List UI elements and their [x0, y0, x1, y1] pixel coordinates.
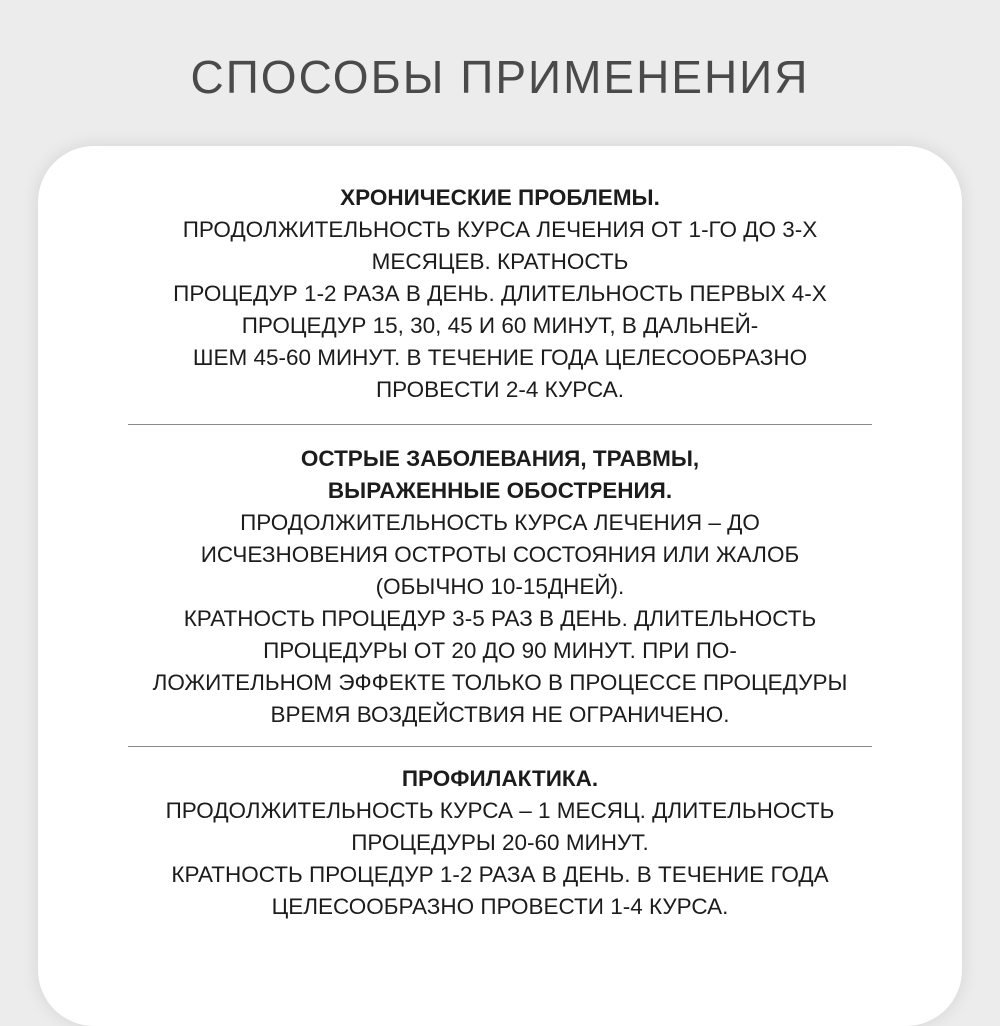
section-text-line: ШЕМ 45-60 МИНУТ. В ТЕЧЕНИЕ ГОДА ЦЕЛЕСООБРАЗНО [192, 345, 808, 370]
section-prevention [38, 763, 962, 923]
section-heading: ОСТРЫЕ ЗАБОЛЕВАНИЯ, ТРАВМЫ, [300, 446, 700, 471]
divider [128, 424, 872, 425]
section-text-line: ПРОДОЛЖИТЕЛЬНОСТЬ КУРСА ЛЕЧЕНИЯ – ДО [240, 510, 760, 535]
section-heading: ХРОНИЧЕСКИЕ ПРОБЛЕМЫ. [340, 185, 660, 210]
section-text-line: ЛОЖИТЕЛЬНОМ ЭФФЕКТЕ ТОЛЬКО В ПРОЦЕССЕ ПРОЦЕДУРЫ [152, 670, 848, 695]
section-heading: ПРОФИЛАКТИКА. [401, 766, 599, 791]
section-text-line: КРАТНОСТЬ ПРОЦЕДУР 3-5 РАЗ В ДЕНЬ. ДЛИТЕЛЬНОСТЬ [183, 606, 817, 631]
section-text-line: ПРОЦЕДУРЫ ОТ 20 ДО 90 МИНУТ. ПРИ ПО- [263, 638, 737, 663]
section-text-line: МЕСЯЦЕВ. КРАТНОСТЬ [371, 249, 629, 274]
section-text-line: ВРЕМЯ ВОЗДЕЙСТВИЯ НЕ ОГРАНИЧЕНО. [270, 702, 730, 727]
section-text-line: КРАТНОСТЬ ПРОЦЕДУР 1-2 РАЗА В ДЕНЬ. В ТЕЧЕНИЕ ГОДА [171, 862, 829, 887]
info-card [38, 146, 962, 1026]
section-text-line: ПРОЦЕДУР 15, 30, 45 И 60 МИНУТ, В ДАЛЬНЕЙ- [241, 313, 759, 338]
section-text-line: ИСЧЕЗНОВЕНИЯ ОСТРОТЫ СОСТОЯНИЯ ИЛИ ЖАЛОБ [200, 542, 800, 567]
section-text-line: ПРОЦЕДУР 1-2 РАЗА В ДЕНЬ. ДЛИТЕЛЬНОСТЬ ПЕРВЫХ 4-Х [173, 281, 827, 306]
section-text-line: ПРОДОЛЖИТЕЛЬНОСТЬ КУРСА – 1 МЕСЯЦ. ДЛИТЕЛЬНОСТЬ [165, 798, 835, 823]
section-text-line: ЦЕЛЕСООБРАЗНО ПРОВЕСТИ 1-4 КУРСА. [271, 894, 729, 919]
section-text-line: ПРОДОЛЖИТЕЛЬНОСТЬ КУРСА ЛЕЧЕНИЯ ОТ 1-ГО ДО 3-Х [182, 217, 818, 242]
section-text-line: ПРОВЕСТИ 2-4 КУРСА. [375, 377, 625, 402]
section-heading: ВЫРАЖЕННЫЕ ОБОСТРЕНИЯ. [327, 478, 673, 503]
section-text-line: (ОБЫЧНО 10-15ДНЕЙ). [375, 574, 625, 599]
section-acute [38, 443, 962, 731]
section-text-line: ПРОЦЕДУРЫ 20-60 МИНУТ. [351, 830, 649, 855]
page-title: СПОСОБЫ ПРИМЕНЕНИЯ [190, 51, 810, 103]
section-chronic [38, 182, 962, 406]
divider [128, 746, 872, 747]
